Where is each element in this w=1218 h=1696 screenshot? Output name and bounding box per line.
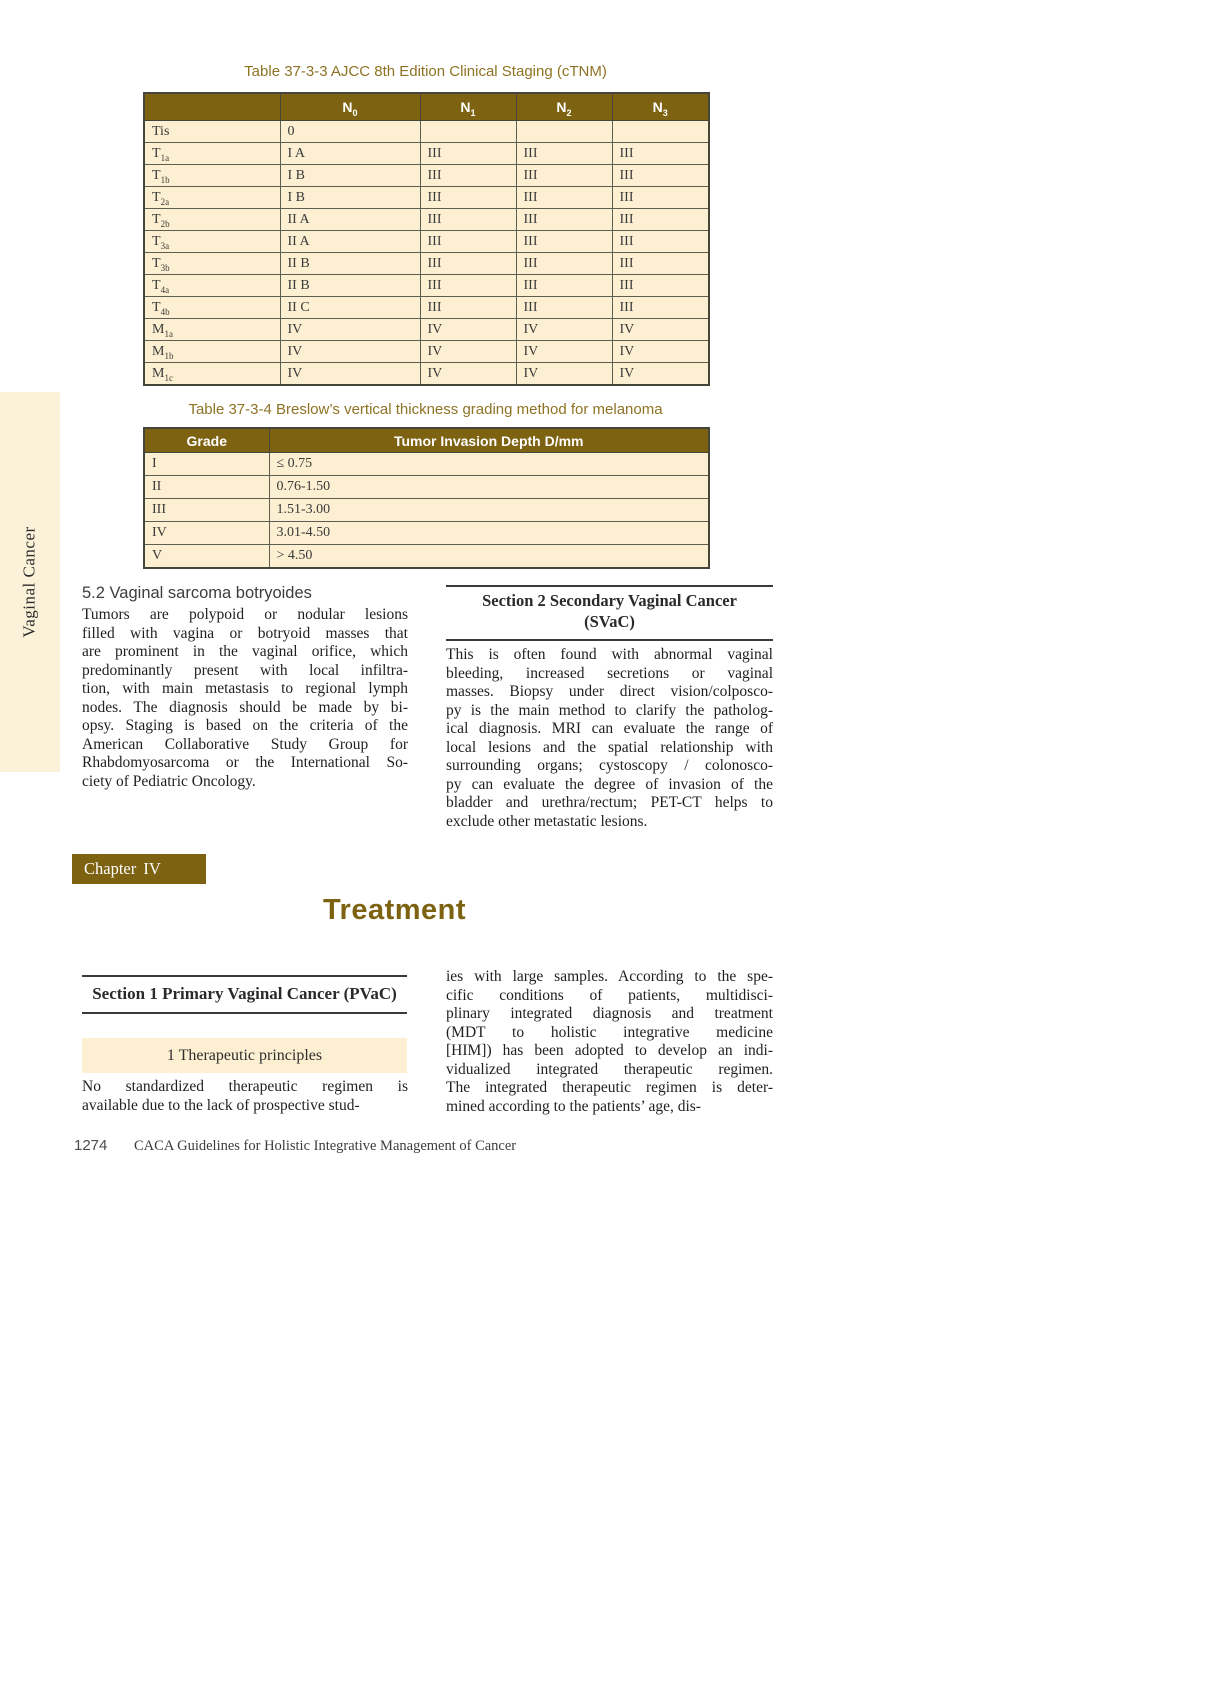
table-cell: III: [516, 231, 612, 253]
text-line: opsy. Staging is based on the criteria of the: [82, 717, 408, 734]
section2-heading-line2: (SVaC): [584, 612, 635, 631]
table-cell: $T_{3a}$: [144, 231, 280, 253]
table-cell: $T_{1b}$: [144, 165, 280, 187]
paragraph-continuation: [446, 968, 773, 1116]
text-line: ies with large samples. According to the spe-: [446, 968, 773, 985]
section2-heading-line1: Section 2 Secondary Vaginal Cancer: [482, 591, 737, 610]
table-cell: IV: [612, 319, 709, 341]
table-cell: [612, 121, 709, 143]
table-row: [144, 143, 709, 165]
table-cell: III: [420, 275, 516, 297]
table-cell: $T_{3b}$: [144, 253, 280, 275]
text-line: Tumors are polypoid or nodular lesions: [82, 606, 408, 623]
therapeutic-principles-box: [82, 1038, 407, 1073]
table-cell: III: [516, 253, 612, 275]
table-cell: $T_{4a}$: [144, 275, 280, 297]
text-line: ciety of Pediatric Oncology.: [82, 772, 256, 790]
table-cell: III: [516, 143, 612, 165]
column-header: $N_1$: [420, 93, 516, 121]
table-cell: ≤ 0.75: [269, 453, 709, 476]
table-cell: II A: [280, 231, 420, 253]
table-cell: IV: [516, 341, 612, 363]
text-line: exclude other metastatic lesions.: [446, 812, 648, 830]
section1-heading: Section 1 Primary Vaginal Cancer (PVaC): [92, 984, 397, 1003]
table-row: [144, 476, 709, 499]
text-line: ical diagnosis. MRI can evaluate the range of: [446, 720, 773, 737]
table-cell: III: [516, 297, 612, 319]
column-header: Grade: [144, 428, 269, 453]
table-row: [144, 165, 709, 187]
text-line: bladder and urethra/rectum; PET-CT helps to: [446, 794, 773, 811]
table-cell: IV: [280, 363, 420, 386]
text-line: American Collaborative Study Group for: [82, 735, 408, 753]
section1-bottom-rule: [82, 1012, 407, 1014]
table-cell: III: [612, 209, 709, 231]
table-cell: III: [612, 187, 709, 209]
table-row: [144, 253, 709, 275]
breslow-table: [143, 427, 710, 569]
table-cell: II B: [280, 275, 420, 297]
table-cell: III: [420, 253, 516, 275]
table-cell: III: [420, 209, 516, 231]
staging-table-caption: Table 37-3-3 AJCC 8th Edition Clinical Staging (cTNM): [244, 63, 607, 80]
table-cell: 3.01-4.50: [269, 522, 709, 545]
column-header: $N_3$: [612, 93, 709, 121]
text-line: predominantly present with local infiltra-: [82, 661, 408, 679]
text-line: available due to the lack of prospective stud-: [82, 1096, 360, 1114]
text-line: cific conditions of patients, multidisci-: [446, 986, 773, 1004]
table-cell: III: [612, 143, 709, 165]
sidebar-chapter-tab: [0, 392, 60, 772]
table-cell: V: [144, 545, 269, 569]
table-cell: I B: [280, 187, 420, 209]
table-row: [144, 297, 709, 319]
header-row: [144, 93, 709, 121]
table-row: [144, 231, 709, 253]
table-cell: III: [612, 253, 709, 275]
table-cell: $T_{1a}$: [144, 143, 280, 165]
text-line: are prominent in the vaginal orifice, which: [82, 643, 408, 660]
subsection-heading-sarcoma: 5.2 Vaginal sarcoma botryoides: [82, 584, 312, 602]
chapter-banner-label: Chapter IV: [84, 859, 161, 878]
table-cell: 0: [280, 121, 420, 143]
table-cell: $M_{1c}$: [144, 363, 280, 386]
table-row: [144, 209, 709, 231]
table-cell: II A: [280, 209, 420, 231]
table-cell: IV: [420, 363, 516, 386]
text-line: plinary integrated diagnosis and treatment: [446, 1005, 773, 1022]
table-cell: IV: [280, 341, 420, 363]
paragraph-svac: [446, 646, 773, 831]
table-cell: $T_{2a}$: [144, 187, 280, 209]
text-line: vidualized integrated therapeutic regimen.: [446, 1060, 773, 1078]
table-cell: IV: [516, 363, 612, 386]
table-row: [144, 121, 709, 143]
table-cell: III: [420, 231, 516, 253]
table-cell: III: [420, 297, 516, 319]
page-number: 1274: [74, 1137, 108, 1154]
table-cell: IV: [516, 319, 612, 341]
text-line: The integrated therapeutic regimen is deter-: [446, 1079, 773, 1096]
table-row: [144, 499, 709, 522]
chapter-title: Treatment: [322, 894, 467, 926]
table-row: [144, 545, 709, 569]
staging-table-header: [144, 93, 709, 121]
text-line: tion, with main metastasis to regional lymph: [82, 680, 408, 697]
text-line: py is the main method to clarify the patholog-: [446, 701, 773, 719]
table-cell: Tis: [144, 121, 280, 143]
text-line: masses. Biopsy under direct vision/colposco-: [446, 683, 773, 700]
column-header: $N_0$: [280, 93, 420, 121]
text-line: py can evaluate the degree of invasion of the: [446, 775, 773, 793]
therapeutic-principles-label: 1 Therapeutic principles: [166, 1047, 323, 1064]
table-cell: IV: [280, 319, 420, 341]
table-cell: $T_{2b}$: [144, 209, 280, 231]
section1-top-rule: [82, 975, 407, 977]
table-cell: I B: [280, 165, 420, 187]
table-cell: II: [144, 476, 269, 499]
staging-table-body: [144, 121, 709, 386]
table-cell: III: [612, 297, 709, 319]
table-row: [144, 363, 709, 386]
table-cell: II C: [280, 297, 420, 319]
paragraph-pvac: [82, 1078, 408, 1115]
table-row: [144, 341, 709, 363]
table-cell: III: [612, 231, 709, 253]
column-header: $N_2$: [516, 93, 612, 121]
table-cell: 1.51-3.00: [269, 499, 709, 522]
table-cell: I: [144, 453, 269, 476]
breslow-table-caption: Table 37-3-4 Breslow’s vertical thickness grading method for melanoma: [188, 401, 663, 418]
column-header: Tumor Invasion Depth D/mm: [269, 428, 709, 453]
table-row: [144, 187, 709, 209]
table-cell: III: [420, 143, 516, 165]
paragraph-sarcoma: [82, 606, 408, 791]
table-cell: > 4.50: [269, 545, 709, 569]
table-cell: III: [420, 165, 516, 187]
breslow-table-body: [144, 453, 709, 569]
text-line: local lesions and the spatial relationship with: [446, 738, 773, 756]
table-row: [144, 275, 709, 297]
text-line: This is often found with abnormal vaginal: [446, 646, 773, 663]
staging-table: [143, 92, 710, 386]
table-cell: [420, 121, 516, 143]
section2-top-rule: [446, 585, 773, 587]
table-row: [144, 453, 709, 476]
table-cell: IV: [420, 341, 516, 363]
table-cell: IV: [144, 522, 269, 545]
table-cell: III: [516, 275, 612, 297]
chapter-banner: [72, 854, 206, 884]
table-cell: IV: [612, 363, 709, 386]
text-line: [HIM]) has been adopted to develop an indi-: [446, 1042, 773, 1059]
table-cell: 0.76-1.50: [269, 476, 709, 499]
table-cell: $T_{4b}$: [144, 297, 280, 319]
text-line: surrounding organs; cystoscopy / colonosco-: [446, 757, 773, 774]
text-line: (MDT to holistic integrative medicine: [446, 1023, 773, 1041]
table-row: [144, 319, 709, 341]
section2-bottom-rule: [446, 639, 773, 641]
footer-running-title: CACA Guidelines for Holistic Integrative Management of Cancer: [134, 1138, 517, 1154]
table-cell: III: [612, 275, 709, 297]
header-row: [144, 428, 709, 453]
table-cell: III: [612, 165, 709, 187]
table-cell: $M_{1a}$: [144, 319, 280, 341]
table-cell: I A: [280, 143, 420, 165]
table-cell: III: [516, 209, 612, 231]
table-row: [144, 522, 709, 545]
text-line: Rhabdomyosarcoma or the International So-: [82, 754, 408, 771]
breslow-table-header: [144, 428, 709, 453]
text-line: No standardized therapeutic regimen is: [82, 1078, 408, 1095]
sidebar-chapter-label: Vaginal Cancer: [20, 526, 40, 638]
text-line: nodes. The diagnosis should be made by bi-: [82, 698, 408, 716]
table-cell: III: [516, 187, 612, 209]
table-cell: III: [516, 165, 612, 187]
table-cell: IV: [612, 341, 709, 363]
table-cell: [516, 121, 612, 143]
text-line: filled with vagina or botryoid masses that: [82, 624, 408, 642]
table-cell: $M_{1b}$: [144, 341, 280, 363]
text-line: mined according to the patients’ age, dis-: [446, 1097, 701, 1115]
table-cell: IV: [420, 319, 516, 341]
table-cell: II B: [280, 253, 420, 275]
column-header: [144, 93, 280, 121]
table-cell: III: [420, 187, 516, 209]
table-cell: III: [144, 499, 269, 522]
text-line: bleeding, increased secretions or vaginal: [446, 664, 773, 682]
